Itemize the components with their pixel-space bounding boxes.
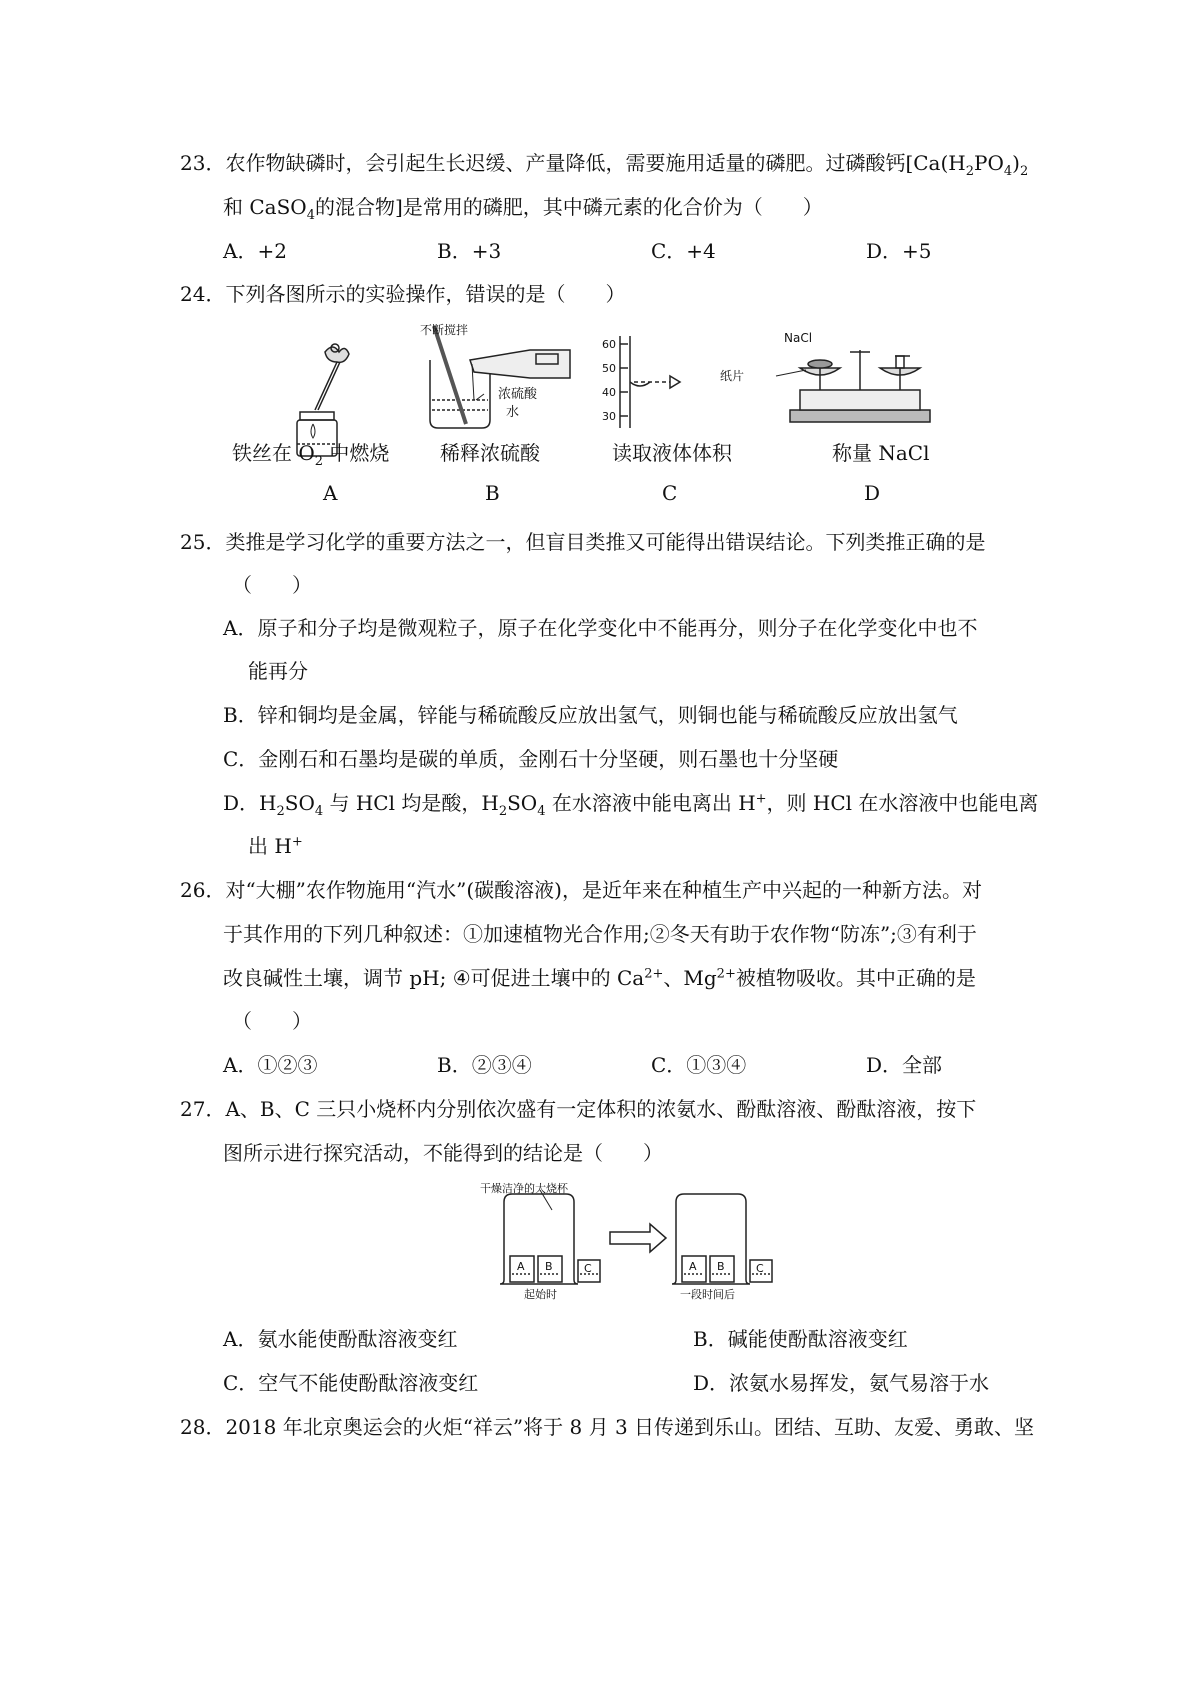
subscript: 2 bbox=[314, 454, 324, 469]
fig-d-caption: 称量 NaCl bbox=[832, 441, 930, 465]
q26-line1 bbox=[180, 874, 982, 903]
q23-option-a: A．+2 bbox=[223, 239, 287, 263]
q26-number: 26． bbox=[180, 878, 226, 902]
q28-number: 28． bbox=[180, 1415, 226, 1439]
beaker-b-label-left: B bbox=[545, 1260, 553, 1273]
q26-paren: （ ） bbox=[232, 1009, 312, 1033]
beaker-a-label-left: A bbox=[517, 1260, 525, 1273]
q27-option-d: D．浓氨水易挥发，氨气易溶于水 bbox=[693, 1371, 990, 1395]
caption-part: 中燃烧 bbox=[323, 441, 390, 465]
fig-c-tick-40: 40 bbox=[602, 386, 616, 399]
q23-stem-part: PO bbox=[974, 151, 1004, 175]
subscript: 2 bbox=[1019, 164, 1029, 179]
fig-c-tick-30: 30 bbox=[602, 410, 616, 423]
q27-line1 bbox=[180, 1093, 976, 1122]
q23-option-d: D．+5 bbox=[866, 239, 932, 263]
q24-stem-text: 下列各图所示的实验操作，错误的是（ ） bbox=[225, 282, 626, 306]
superscript: + bbox=[755, 791, 767, 807]
q26-option-b: B．②③④ bbox=[437, 1053, 532, 1077]
superscript: 2+ bbox=[716, 966, 736, 982]
caption-part: 铁丝在 O bbox=[232, 441, 315, 465]
fig-a-letter: A bbox=[323, 481, 338, 505]
opt-part: SO bbox=[507, 791, 538, 815]
graduated-cylinder-figure bbox=[600, 330, 720, 430]
beaker-c-label-left: C bbox=[584, 1262, 592, 1275]
dilute-acid-figure bbox=[420, 320, 590, 430]
q26-line2: 于其作用的下列几种叙述：①加速植物光合作用;②冬天有助于农作物“防冻”;③有利于 bbox=[223, 922, 977, 946]
q26-option-d: D．全部 bbox=[866, 1053, 943, 1077]
q26-text: 被植物吸收。其中正确的是 bbox=[735, 966, 976, 990]
beaker-c-label-right: C bbox=[756, 1262, 764, 1275]
later-caption: 一段时间后 bbox=[680, 1288, 735, 1301]
ammonia-experiment-figure bbox=[480, 1180, 780, 1300]
q26-line3 bbox=[223, 962, 976, 991]
q27-text: A、B、C 三只小烧杯内分别依次盛有一定体积的浓氨水、酚酞溶液、酚酞溶液，按下 bbox=[225, 1097, 977, 1121]
subscript: 4 bbox=[1003, 164, 1013, 179]
subscript: 2 bbox=[276, 804, 285, 819]
fig-d-paper-label: 纸片 bbox=[720, 369, 745, 383]
subscript: 2 bbox=[965, 164, 975, 179]
q23-stem-part: 和 CaSO bbox=[223, 195, 307, 219]
q25-option-d-line1 bbox=[223, 787, 1038, 819]
q25-option-b: B．锌和铜均是金属，锌能与稀硫酸反应放出氢气，则铜也能与稀硫酸反应放出氢气 bbox=[223, 703, 958, 727]
q25-paren: （ ） bbox=[232, 573, 312, 597]
q23-stem-part: ) bbox=[1012, 151, 1020, 175]
fig-c-tick-50: 50 bbox=[602, 362, 616, 375]
q23-number: 23． bbox=[180, 151, 226, 175]
fig-d-letter: D bbox=[864, 481, 881, 505]
opt-part: 在水溶液中能电离出 H bbox=[545, 791, 756, 815]
q25-option-a-line1: A．原子和分子均是微观粒子，原子在化学变化中不能再分，则分子在化学变化中也不 bbox=[223, 616, 978, 640]
opt-part: D．H bbox=[223, 791, 277, 815]
q25-option-a-line2: 能再分 bbox=[248, 659, 308, 683]
q25-option-d-line2 bbox=[248, 830, 303, 859]
q27-number: 27． bbox=[180, 1097, 226, 1121]
fig-c-caption: 读取液体体积 bbox=[612, 441, 732, 465]
q25-option-c: C．金刚石和石墨均是碳的单质，金刚石十分坚硬，则石墨也十分坚硬 bbox=[223, 747, 839, 771]
opt-part: 出 H bbox=[248, 834, 292, 858]
beaker-b-label-right: B bbox=[717, 1260, 725, 1273]
q26-text: 、Mg bbox=[663, 966, 717, 990]
q25-stem-text: 类推是学习化学的重要方法之一，但盲目类推又可能得出错误结论。下列类推正确的是 bbox=[225, 530, 986, 554]
opt-part: 与 HCl 均是酸，H bbox=[323, 791, 499, 815]
superscript: 2+ bbox=[644, 966, 664, 982]
q23-line2 bbox=[223, 191, 823, 223]
big-beaker-label: 干燥洁净的大烧杯 bbox=[480, 1182, 568, 1195]
q27-option-a: A．氨水能使酚酞溶液变红 bbox=[223, 1327, 458, 1351]
q26-text: 改良碱性土壤，调节 pH; ④可促进土壤中的 Ca bbox=[223, 966, 645, 990]
q23-option-c: C．+4 bbox=[651, 239, 716, 263]
q28-text: 2018 年北京奥运会的火炬“祥云”将于 8 月 3 日传递到乐山。团结、互助、友爱、勇敢、坚 bbox=[225, 1415, 1035, 1439]
balance-figure bbox=[720, 320, 940, 430]
fig-b-stir-label: 不断搅拌 bbox=[420, 323, 469, 337]
opt-part: ，则 HCl 在水溶液中也能电离 bbox=[766, 791, 1039, 815]
fig-a-caption bbox=[232, 437, 389, 469]
q27-option-b: B．碱能使酚酞溶液变红 bbox=[693, 1327, 908, 1351]
q23-line1 bbox=[180, 147, 1028, 179]
fig-b-letter: B bbox=[485, 481, 500, 505]
start-caption: 起始时 bbox=[524, 1288, 557, 1301]
subscript: 2 bbox=[498, 804, 508, 819]
superscript: + bbox=[291, 834, 303, 850]
fig-c-tick-60: 60 bbox=[602, 338, 616, 351]
fig-b-caption: 稀释浓硫酸 bbox=[440, 441, 540, 465]
q28-line1 bbox=[180, 1411, 1034, 1440]
q26-option-c: C．①③④ bbox=[651, 1053, 747, 1077]
q23-stem-part: 农作物缺磷时，会引起生长迟缓、产量降低，需要施用适量的磷肥。过磷酸钙[Ca(H bbox=[225, 151, 966, 175]
q26-text: 对“大棚”农作物施用“汽水”(碳酸溶液)，是近年来在种植生产中兴起的一种新方法。对 bbox=[225, 878, 982, 902]
q25-stem bbox=[180, 526, 985, 555]
fig-b-water-label: 水 bbox=[506, 405, 520, 420]
q27-option-c: C．空气不能使酚酞溶液变红 bbox=[223, 1371, 479, 1395]
q25-number: 25． bbox=[180, 530, 226, 554]
subscript: 4 bbox=[306, 208, 315, 223]
fig-d-nacl-label: NaCl bbox=[784, 331, 813, 345]
q24-stem bbox=[180, 278, 625, 307]
q23-stem-part: 的混合物]是常用的磷肥，其中磷元素的化合价为（ ） bbox=[314, 195, 823, 219]
opt-part: SO bbox=[284, 791, 315, 815]
fig-c-letter: C bbox=[662, 481, 678, 505]
beaker-a-label-right: A bbox=[689, 1260, 697, 1273]
q26-option-a: A．①②③ bbox=[223, 1053, 318, 1077]
subscript: 4 bbox=[314, 804, 324, 819]
fig-b-acid-label: 浓硫酸 bbox=[498, 387, 538, 402]
q27-line2: 图所示进行探究活动，不能得到的结论是（ ） bbox=[223, 1141, 663, 1165]
subscript: 4 bbox=[537, 804, 546, 819]
q23-option-b: B．+3 bbox=[437, 239, 502, 263]
q24-number: 24． bbox=[180, 282, 226, 306]
